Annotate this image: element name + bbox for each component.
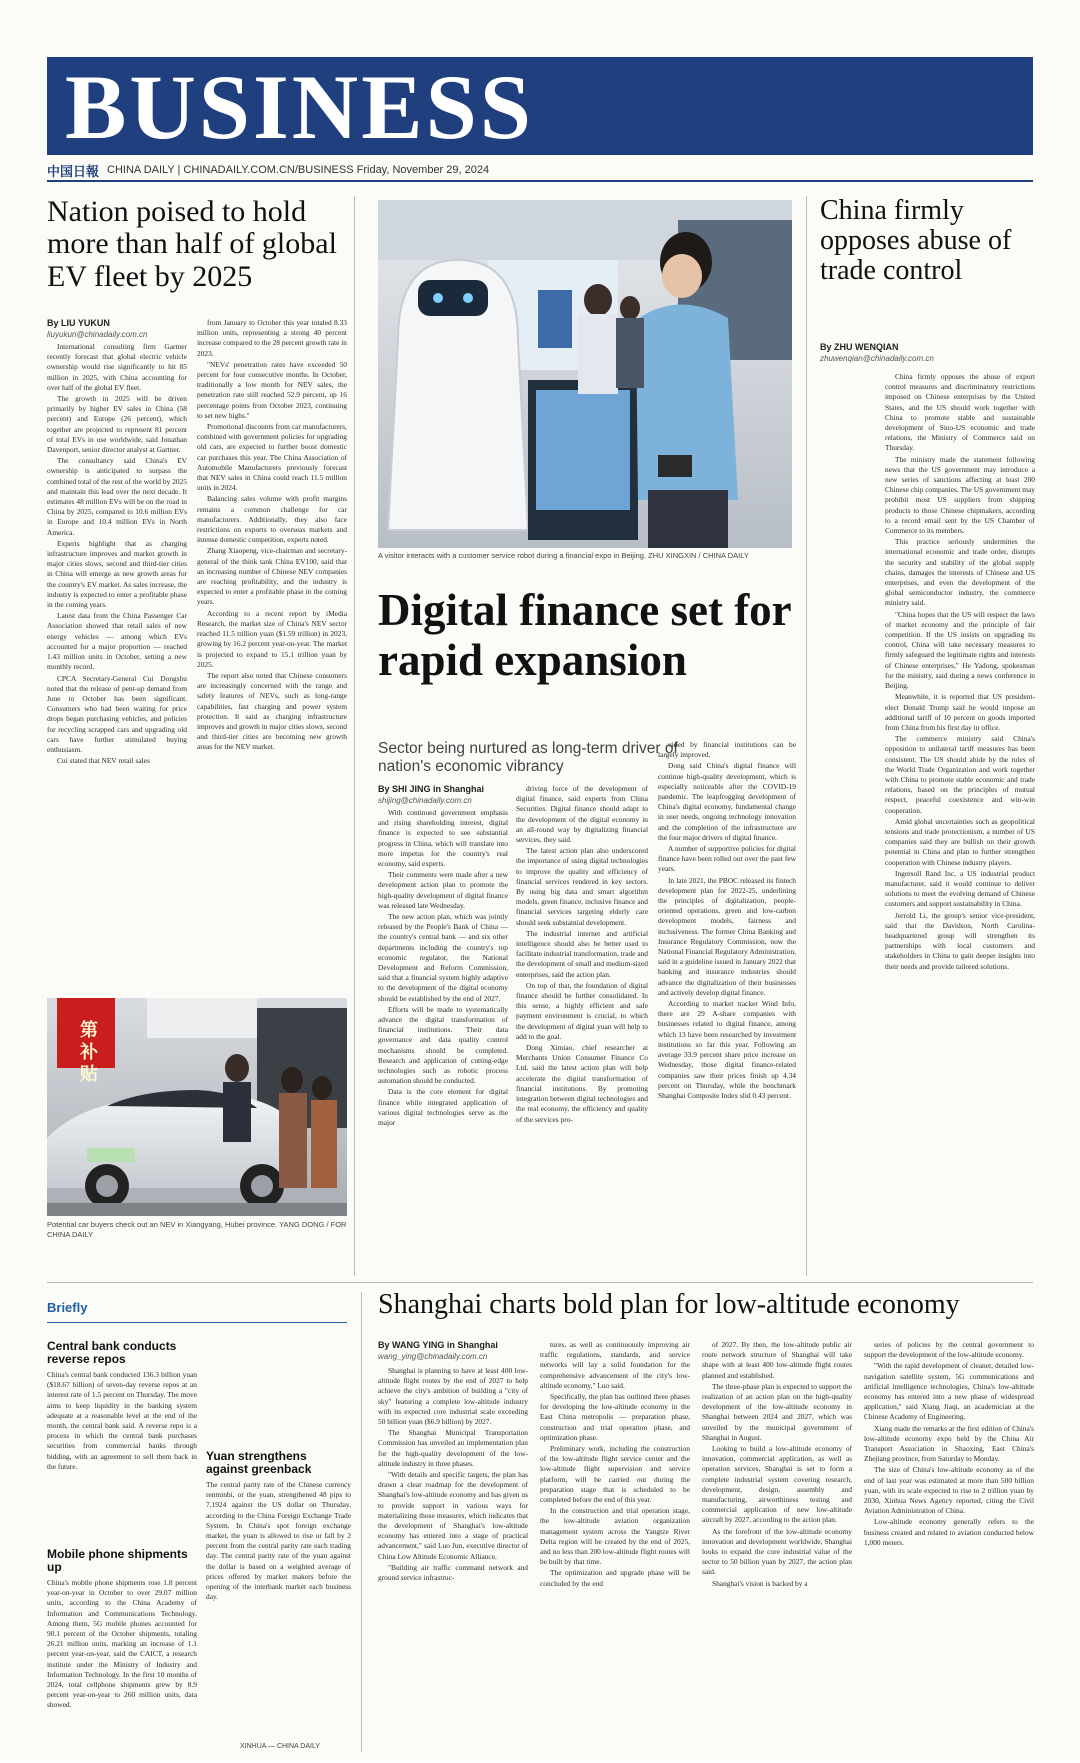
column-rule (361, 1292, 362, 1752)
section-rule (47, 1282, 1033, 1283)
digital-body-col2 (516, 784, 648, 1268)
paragraph: "NEVs' penetration rates have exceeded 50 percent for four consecutive months. In October, traditionally a low month for NEV sales, the penetration rate still reached 52.9 percent, up 16 percentage points from October 2023, continuing to set new highs." (197, 359, 347, 420)
digital-finance-deck: Sector being nurtured as long-term driver of nation's economic vibrancy (378, 740, 678, 775)
paragraph: The Shanghai Municipal Transportation Commission has unveiled an implementation plan for the high-quality development of the low-altitude industry in three phases. (378, 1428, 528, 1468)
paragraph: Shanghai's vision is backed by a (712, 1578, 808, 1588)
ev-body-col1 (47, 342, 187, 972)
digital-finance-headline: Digital finance set for rapid expansion (378, 585, 791, 685)
paragraph: "Building air traffic command network and ground service infrastruc- (378, 1562, 528, 1583)
robot-photo-caption: A visitor interacts with a customer service robot during a financial expo in Beijing. ZHU XINGXIN / CHINA DAILY (378, 551, 749, 560)
trade-body (885, 372, 1035, 1262)
masthead (47, 56, 1033, 158)
paragraph: Ingersoll Rand Inc, a US industrial product manufacturer, said it would continue to deliver solutions to meet the evolving demand of Chinese customers and support sustainability in China. (885, 868, 1035, 909)
paragraph: The report also noted that Chinese consumers are increasingly concerned with the range and safety features of NEVs, such as long-range capabilities, fast charging and power system protection. It said as charging infrastructure improves and growth in major cities slows, second and third-tier cities are becoming new growth areas for the NEV market. (197, 670, 347, 752)
digital-byline: By SHI JING in Shanghai (378, 784, 485, 794)
column-rule (806, 196, 807, 1276)
digital-body-col1 (378, 808, 508, 1268)
paragraph: Amid global uncertainties such as geopolitical tensions and trade protectionism, a number of US companies said they are bullish on their growth potential in China and plan to further strengthen cooperation with Chinese industry players. (885, 816, 1035, 867)
ev-email: liuyukun@chinadaily.com.cn (47, 330, 148, 339)
paragraph: The latest action plan also underscored the importance of using digital technologies to improve the quality and efficiency of financial services rendered in key sectors. By using big data and smart algorithm models, green finance, inclusive finance and financial services targeting elderly care should seek substantial development. (516, 846, 648, 927)
folio-text: CHINA DAILY | CHINADAILY.COM.CN/BUSINESS Friday, November 29, 2024 (107, 164, 490, 176)
robot-photo (378, 200, 792, 548)
paragraph: Balancing sales volume with profit margins remains a common challenge for car manufacturers. Additionally, they also face restrictions on exports to overseas markets and intense domestic competition, experts noted. (197, 494, 347, 545)
paragraph: In the construction and trial operation stage, the low-altitude aviation organization management system across the Yangtze River Delta region will be created by the end of 2025, and no less than 200 low-altitude flight routes will be built by that time. (540, 1506, 690, 1567)
paragraph: The industrial internet and artificial intelligence should also be better used to facilitate industrial transformation, trade and the development of small and medium-sized enterprises, said the action plan. (516, 928, 648, 979)
paragraph: driving force of the development of digital finance, said experts from China Securities. Digital finance should adapt to the development of the digital economy in an all-round way by digitalizing financial services, they said. (516, 784, 648, 845)
ev-headline: Nation poised to hold more than half of global EV fleet by 2025 (47, 195, 337, 293)
paragraph: Xiang made the remarks at the first edition of China's low-altitude economy expo held by the China Air Transport Association in Shaoxing, East China's Zhejiang province, from Saturday to Monday. (864, 1423, 1034, 1464)
paragraph: Cui stated that NEV retail sales (57, 756, 150, 766)
paragraph: tures, as well as continuously improving air traffic regulations, standards, and service networks will lay a solid foundation for the comprehensive advancement of the city's low-altitude economy," Luo said. (540, 1340, 690, 1390)
ev-byline-block (47, 318, 187, 339)
paragraph: Jerrold Li, the group's senior vice-president, said that the Davidson, North Carolina-headquartered group will strengthen its partnerships with local customers and stakeholders in China to gain deeper insights into their needs and provide tailored solutions. (885, 910, 1035, 971)
brief-headline: Central bank conducts reverse repos (47, 1339, 177, 1366)
paragraph: China firmly opposes the abuse of export control measures and discriminatory restrictions imposed on Chinese enterprises by the United States, and the US should work together with China to promote stable and sustainable development of Sino-US economic and trade relations, the Ministry of Commerce said on Thursday. (885, 372, 1035, 453)
shanghai-body-col2 (540, 1340, 690, 1754)
paragraph: On top of that, the foundation of digital finance should be further consolidated. In this sense, a highly efficient and safe payment environment is crucial, to which the development of digital yuan will help to add to the goal. (516, 980, 648, 1041)
digital-body-col3 (658, 740, 796, 1268)
shanghai-byline: By WANG YING in Shanghai (378, 1340, 498, 1350)
paragraph: As the forefront of the low-altitude economy innovation and development worldwide, Shanghai looks to expand the core industrial value of the sector to 50 billion yuan by 2027, the action plan said. (702, 1526, 852, 1577)
store-sign-text: 第 补 贴 (80, 1020, 98, 1085)
brief-text: The central parity rate of the Chinese currency renminbi, or the yuan, strengthened 48 pips to 7.1924 against the US dollar on Thursday, according to the China Foreign Exchange Trade System. In China's spot foreign exchange market, the yuan is allowed to rise or fall by 2 percent from the central parity rate each trading day. The central parity rate of the yuan against the dollar is based on a weighted average of prices offered by market makers before the opening of the interbank market each business day. (206, 1480, 351, 1602)
paragraph: International consulting firm Gartner recently forecast that global electric vehicle ownership would rise significantly to hit 85 million in 2025, with China accounting for over half of the global EV fleet. (47, 342, 187, 392)
paragraph: Meanwhile, it is reported that US president-elect Donald Trump said he would impose an additional tariff of 10 percent on goods imported from China from his first day in office. (885, 692, 1035, 732)
paragraph: The growth in 2025 will be driven primarily by higher EV sales in China (58 percent) and Europe (26 percent), which together are projected to represent 81 percent of total EVs in use worldwide, said Jonathan Davenport, senior director analyst at Gartner. (47, 394, 187, 455)
shanghai-byline-block (378, 1340, 528, 1361)
paragraph: Data is the core element for digital finance while integrated application of various digital technologies serve as the major (378, 1087, 508, 1128)
folio-line (47, 160, 1033, 182)
paragraph: series of policies by the central government to support the development of the low-altitude economy. (864, 1340, 1034, 1360)
paragraph: "With the rapid development of cleaner, detailed low-navigation satellite system, 5G communications and artificial intelligence technologies, China's low-altitude economy has entered into a new phase of widespread application," said Xiang Jiaqi, an academician at the Chinese Academy of Engineering. (864, 1361, 1034, 1422)
paragraph: This practice seriously undermines the international economic and trade order, disrupts the security and stability of the global supply chains, damages the interests of Chinese and US enterprises, and even the development of the global semiconductor industry, the commerce ministry said. (885, 537, 1035, 608)
robot-photo-illustration (378, 200, 792, 548)
paragraph: The commerce ministry said China's opposition to unilateral tariff measures has been consistent. The US should abide by the rules of the World Trade Organization and work together with China to promote stable economic and trade relations, based on the principles of mutual respect, peaceful coexistence and win-win cooperation. (885, 734, 1035, 815)
paragraph: of 2027. By then, the low-altitude public air route network structure of Shanghai will take shape with at least 400 low-altitude flight routes planned and established. (702, 1340, 852, 1380)
shanghai-body-col3 (702, 1340, 852, 1754)
paragraph: The ministry made the statement following news that the US government may introduce a new series of sanctions affecting at least 200 Chinese chip companies. The US government may prohibit most US suppliers from shipping products to those Chinese chipmakers, according to a record email sent by the US Chamber of Commerce to its members. (885, 454, 1035, 536)
brief-text: China's central bank conducted 136.3 billion yuan ($18.67 billion) of seven-day reverse repos at an interest rate of 1.5 percent on Thursday. The move aims to keep liquidity in the banking system adequate at a reasonable level at the end of the month, the central bank said. A reverse repo is a process in which the central bank purchases securities from commercial banks through bidding, with an agreement to sell them back in the future. (47, 1370, 197, 1471)
ev-photo (47, 998, 347, 1216)
paragraph: "China hopes that the US will respect the laws of market economy and the principle of fair competition. If the US insists on upgrading its control, China will take necessary measures to firmly safeguard the legitimate rights and interests of Chinese enterprises," He Yadong, spokesman for the ministry, said during a news conference in Beijing. (885, 609, 1035, 691)
paragraph: Zhang Xiaopeng, vice-chairman and secretary-general of the think tank China EV100, said that an increasing number of Chinese NEV companies are reaching profitability, and the industry is expected to enter a profitable phase in the coming years. (197, 546, 347, 607)
paragraph: According to a recent report by iMedia Research, the market size of China's NEV sector reached 11.5 trillion yuan ($1.59 trillion) in 2023, growing by 16.2 percent year-on-year. The market is projected to expand to 15.1 trillion yuan by 2025. (197, 608, 347, 669)
briefly-rule (47, 1322, 347, 1323)
trade-headline: China firmly opposes abuse of trade control (820, 195, 1012, 287)
shanghai-body-col1 (378, 1366, 528, 1754)
paragraph: Preliminary work, including the construction of the low-altitude flight service center and the low-altitude flight supervision and service platform, will be carried out during the preparation stage that is scheduled to be completed before the end of this year. (540, 1444, 690, 1505)
shanghai-email: wang_ying@chinadaily.com.cn (378, 1352, 488, 1361)
brief-item-mobile-phone (47, 1548, 197, 1763)
paragraph: Looking to build a low-altitude economy of innovation, commercial application, as well as operation services, Shanghai is set to form a complete industrial system covering research, development, design, assembly and manufacturing, airworthiness testing and commercial application of new low-altitude aircraft by 2027, according to the action plan. (702, 1444, 852, 1525)
ev-byline: By LIU YUKUN (47, 318, 110, 328)
paragraph: According to market tracker Wind Info, there are 29 A-share companies with businesses related to digital finance, among which 13 have been researched by investment institutions so far this year. Following an average 33.9 percent share price increase on Wednesday, those digital finance-related companies saw their prices finish up 4.34 percent on Thursday, while the benchmark Shanghai Composite Index slid 0.43 percent. (658, 999, 796, 1100)
paragraph: The new action plan, which was jointly released by the People's Bank of China — the country's central bank — and six other departments including the country's top economic regulator, the National Development and Reform Commission, said that a financial system highly adaptive to the development of the digital economy should be established by the end of 2027. (378, 912, 508, 1003)
brief-headline: Yuan strengthens against greenback (206, 1449, 312, 1476)
section-title: BUSINESS (65, 56, 534, 158)
paragraph: Latest data from the China Passenger Car Association showed that retail sales of new energy vehicles — among which EVs accounted for a major proportion — reached 1.43 million units in October, setting a new monthly record. (47, 611, 187, 672)
china-daily-logo: 中国日報 (47, 164, 100, 180)
ev-body-col2 (197, 318, 347, 973)
column-rule (354, 196, 355, 1276)
paragraph: A number of supportive policies for digital finance have been rolled out over the past few years. (658, 844, 796, 874)
briefly-credit: XINHUA — CHINA DAILY (240, 1743, 321, 1750)
paragraph: The size of China's low-altitude economy as of the end of last year was estimated at more than 500 billion yuan, with its scale expected to rise to 2 trillion yuan by 2030, Xinhua News Agency reported, citing the Civil Aviation Administration of China. (864, 1465, 1034, 1516)
digital-byline-block (378, 784, 508, 805)
paragraph: Low-altitude economy generally refers to the business created and related to aviation conducted below 1,000 meters. (864, 1517, 1034, 1547)
brief-item-central-bank (47, 1340, 197, 1472)
paragraph: Dong said China's digital finance will continue high-quality development, which is especially noticeable after the COVID-19 pandemic. The leapfrogging development of China's digital economy, fundamental change in user needs, ongoing technology innovation and the completion of the infrastructure are the four major drivers of digital finance. (658, 761, 796, 842)
paragraph: vided by financial institutions can be largely improved. (658, 740, 796, 760)
shanghai-body-col4 (864, 1340, 1034, 1754)
trade-byline: By ZHU WENQIAN (820, 342, 899, 352)
brief-item-yuan (206, 1450, 351, 1715)
paragraph: from January to October this year totaled 8.33 million units, representing a strong 40 percent increase compared to the 28 percent growth rate in 2023. (197, 318, 347, 358)
shanghai-headline: Shanghai charts bold plan for low-altitude economy (378, 1289, 960, 1320)
paragraph: With continued government emphasis and rising shareholding interest, digital finance is expected to see substantial progress in China, which will translate into more impetus for the country's real economy, said experts. (378, 808, 508, 869)
paragraph: "With details and specific targets, the plan has drawn a clear roadmap for the development of Shanghai's low-altitude economy and has given us to provide support in various ways for materializing those measures, which indicates that the development of Shanghai's low-altitude economy has entered into a stage of practical advancement," said Luo Jun, executive director of China Low Altitude Economic Alliance. (378, 1470, 528, 1561)
paragraph: Promotional discounts from car manufacturers, combined with government policies for upgrading old cars, are expected to further boost domestic car purchases this year. The China Association of Automobile Manufacturers previously forecast that NEV sales in China could reach 11.5 million units in 2024. (197, 422, 347, 493)
ev-photo-caption: Potential car buyers check out an NEV in Xiangyang, Hubei province. YANG DONG / FOR CHINA DAILY (47, 1220, 347, 1239)
paragraph: Dong Ximiao, chief researcher at Merchants Union Consumer Finance Co Ltd, said the latest action plan will help accelerate the digital transformation of financial institutions. By promoting integration between digital technologies and the real economy, the efficiency and quality of the services pro- (516, 1043, 648, 1124)
paragraph: The consultancy said China's EV ownership is anticipated to surpass the combined total of the rest of the world by 2025 and maintain this lead over the next decade. It estimates 48 million EVs will be on the road in China by 2025, compared to 10.6 million EVs in Europe and 10.4 million EVs in North America. (47, 456, 187, 537)
brief-headline: Mobile phone shipments up (47, 1547, 188, 1574)
paragraph: Specifically, the plan has outlined three phases for developing the low-altitude economy in the East China metropolis — preparation phase, construction and trial operation phase, and optimization phase. (540, 1392, 690, 1442)
paragraph: The three-phase plan is expected to support the realization of an action plan on the high-quality development of the low-altitude economy in Shanghai between 2024 and 2027, which was unveiled by the municipal government of Shanghai in August. (702, 1381, 852, 1442)
paragraph: In late 2021, the PBOC released its fintech development plan for 2022-25, underlining the principles of digitalization, people-oriented operations, green and low-carbon development models, fairness and inclusiveness. The former China Banking and Insurance Regulatory Commission, now the National Financial Regulatory Administration, said in a guideline issued in January 2022 that banking and insurance industries should advance the digitalization of their businesses and actively develop digital finance. (658, 875, 796, 997)
trade-email: zhuwenqian@chinadaily.com.cn (820, 354, 934, 363)
paragraph: Their comments were made after a new development action plan to promote the high-quality development of digital finance was released late Wednesday. (378, 870, 508, 910)
paragraph: Experts highlight that as charging infrastructure improves and market growth in major cities slows, second and third-tier cities in China will emerge as new growth areas for the country's EV market. As sales increase, the industry is expected to enter a profitable phase in the coming years. (47, 538, 187, 610)
paragraph: Efforts will be made to systematically advance the digital transformation of financial institutions. Their data governance and data quality control mechanisms should be completed. Research and application of cutting-edge technologies such as robotic process automation should be conducted. (378, 1004, 508, 1086)
paragraph: Shanghai is planning to have at least 400 low-altitude flight routes by the end of 2027 to help achieve the city's ambition of building a "city of sky" featuring a complete low-altitude industry with its expected core industrial scale exceeding 50 billion yuan ($6.9 billion) by 2027. (378, 1366, 528, 1427)
briefly-label: Briefly (47, 1300, 88, 1315)
trade-byline-block (820, 342, 1035, 363)
paragraph: The optimization and upgrade phase will be concluded by the end (540, 1568, 690, 1588)
digital-email: shijing@chinadaily.com.cn (378, 796, 472, 805)
brief-text: China's mobile phone shipments rose 1.8 percent year-on-year in October to over 29.07 million units, according to the China Academy of Information and Communications Technology. Among them, 5G mobile phones accounted for 90.1 percent of the October shipments, totaling 26.21 million units, marking an increase of 1.1 percent year-on-year, said the CAICT, a research institute under the Ministry of Industry and Information Technology. In the first 10 months of 2024, total cellphone shipments grew by 8.9 percent year-on-year to 260 million units, data showed. (47, 1578, 197, 1710)
paragraph: CPCA Secretary-General Cui Dongshu noted that the release of pent-up demand from June to October has been significant. Consumers who had been waiting for price drops began purchasing vehicles, and policies for recycling scrapped cars and upgrading old cars have further stimulated buying enthusiasm. (47, 673, 187, 754)
